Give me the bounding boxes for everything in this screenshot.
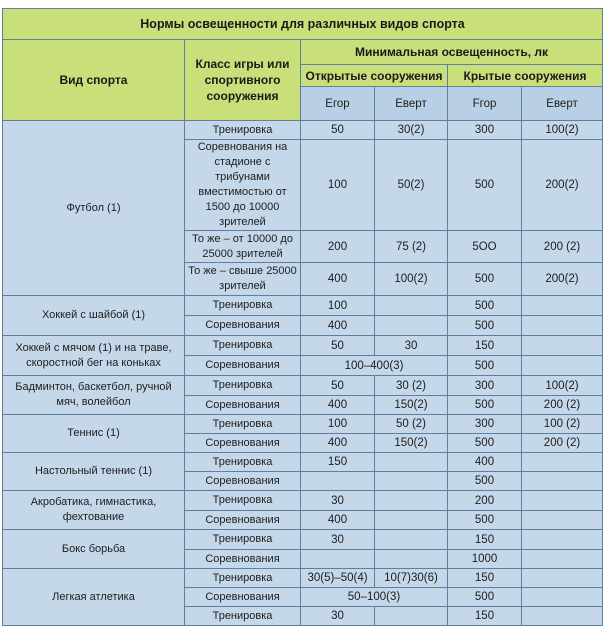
value-cell: 50(2) xyxy=(375,140,448,231)
value-cell: 400 xyxy=(301,316,375,336)
value-cell: 500 xyxy=(448,434,522,453)
value-cell: 300 xyxy=(448,376,522,396)
class-cell: То же – свыше 25000 зрителей xyxy=(185,263,301,296)
value-cell: 500 xyxy=(448,263,522,296)
value-cell: 30 xyxy=(301,491,375,511)
value-cell: 200 xyxy=(301,231,375,263)
class-cell: Тренировка xyxy=(185,336,301,356)
header-sport: Вид спорта xyxy=(3,40,185,121)
class-cell: Тренировка xyxy=(185,491,301,511)
class-cell: Соревнования xyxy=(185,588,301,607)
sport-cell: Бадминтон, баскетбол, ручной мяч, волейбол xyxy=(3,376,185,415)
value-cell: 500 xyxy=(448,511,522,530)
value-cell: 300 xyxy=(448,415,522,434)
class-cell: Тренировка xyxy=(185,530,301,550)
class-cell: Соревнования xyxy=(185,396,301,415)
value-cell: 50–100(3) xyxy=(301,588,448,607)
value-cell xyxy=(375,491,448,511)
value-cell: 50 xyxy=(301,376,375,396)
value-cell xyxy=(522,356,603,376)
class-cell: Соревнования xyxy=(185,550,301,569)
value-cell: 500 xyxy=(448,356,522,376)
value-cell: 500 xyxy=(448,316,522,336)
value-cell: 200(2) xyxy=(522,263,603,296)
header-indoor-horizontal: Fгор xyxy=(448,87,522,121)
sport-cell: Бокс борьба xyxy=(3,530,185,569)
sport-cell: Акробатика, гимнастика, фехтование xyxy=(3,491,185,530)
value-cell xyxy=(375,530,448,550)
value-cell: 100 (2) xyxy=(522,415,603,434)
value-cell: 150(2) xyxy=(375,434,448,453)
class-cell: Тренировка xyxy=(185,121,301,140)
value-cell xyxy=(375,316,448,336)
header-open-vertical: Еверт xyxy=(375,87,448,121)
header-class: Класс игры или спортивного сооружения xyxy=(185,40,301,121)
value-cell: 150 xyxy=(448,607,522,626)
value-cell: 150 xyxy=(448,569,522,588)
value-cell xyxy=(375,607,448,626)
value-cell: 300 xyxy=(448,121,522,140)
value-cell: 1000 xyxy=(448,550,522,569)
value-cell xyxy=(522,453,603,472)
value-cell xyxy=(522,588,603,607)
value-cell: 50 xyxy=(301,121,375,140)
value-cell xyxy=(301,550,375,569)
value-cell xyxy=(522,607,603,626)
class-cell: Тренировка xyxy=(185,296,301,316)
value-cell xyxy=(522,316,603,336)
lighting-norms-table xyxy=(2,8,603,626)
value-cell: 400 xyxy=(301,434,375,453)
value-cell: 100(2) xyxy=(375,263,448,296)
value-cell: 75 (2) xyxy=(375,231,448,263)
value-cell: 100(2) xyxy=(522,121,603,140)
value-cell: 150 xyxy=(301,453,375,472)
value-cell: 5OO xyxy=(448,231,522,263)
class-cell: Соревнования xyxy=(185,356,301,376)
value-cell: 400 xyxy=(301,263,375,296)
sport-cell: Легкая атлетика xyxy=(3,569,185,626)
class-cell: Тренировка xyxy=(185,569,301,588)
value-cell xyxy=(522,511,603,530)
class-cell: Соревнования xyxy=(185,434,301,453)
value-cell: 200 (2) xyxy=(522,231,603,263)
class-cell: Соревнования xyxy=(185,472,301,491)
value-cell xyxy=(375,296,448,316)
value-cell xyxy=(301,472,375,491)
value-cell xyxy=(522,336,603,356)
value-cell xyxy=(522,491,603,511)
sport-cell: Хоккей с шайбой (1) xyxy=(3,296,185,336)
value-cell: 200 (2) xyxy=(522,396,603,415)
value-cell: 400 xyxy=(448,453,522,472)
value-cell: 400 xyxy=(301,511,375,530)
table-title: Нормы освещенности для различных видов спорта xyxy=(3,9,603,40)
value-cell xyxy=(522,550,603,569)
class-cell: Тренировка xyxy=(185,607,301,626)
value-cell: 100–400(3) xyxy=(301,356,448,376)
value-cell: 200 xyxy=(448,491,522,511)
value-cell: 100 xyxy=(301,296,375,316)
value-cell xyxy=(522,472,603,491)
value-cell xyxy=(522,296,603,316)
value-cell: 400 xyxy=(301,396,375,415)
class-cell: Тренировка xyxy=(185,453,301,472)
class-cell: Соревнования xyxy=(185,511,301,530)
value-cell: 30(5)–50(4) xyxy=(301,569,375,588)
value-cell xyxy=(375,453,448,472)
value-cell xyxy=(375,511,448,530)
value-cell xyxy=(375,472,448,491)
lighting-norms-table-container xyxy=(2,8,602,622)
value-cell: 30 (2) xyxy=(375,376,448,396)
value-cell xyxy=(375,550,448,569)
value-cell: 30 xyxy=(301,530,375,550)
sport-cell: Хоккей с мячом (1) и на траве, скоростной бег на коньках xyxy=(3,336,185,376)
class-cell: То же – от 10000 до 25000 зрителей xyxy=(185,231,301,263)
class-cell: Соревнования xyxy=(185,316,301,336)
value-cell: 100 xyxy=(301,140,375,231)
value-cell: 50 xyxy=(301,336,375,356)
header-indoor-vertical: Еверт xyxy=(522,87,603,121)
value-cell: 500 xyxy=(448,396,522,415)
value-cell: 30(2) xyxy=(375,121,448,140)
header-open-facilities: Открытые сооружения xyxy=(301,65,448,87)
value-cell: 50 (2) xyxy=(375,415,448,434)
header-min-illuminance: Минимальная освещенность, лк xyxy=(301,40,603,65)
value-cell: 10(7)30(6) xyxy=(375,569,448,588)
value-cell: 500 xyxy=(448,472,522,491)
value-cell: 30 xyxy=(375,336,448,356)
class-cell: Тренировка xyxy=(185,415,301,434)
value-cell: 150(2) xyxy=(375,396,448,415)
value-cell xyxy=(522,530,603,550)
value-cell: 150 xyxy=(448,530,522,550)
value-cell: 100(2) xyxy=(522,376,603,396)
sport-cell: Теннис (1) xyxy=(3,415,185,453)
value-cell: 500 xyxy=(448,140,522,231)
class-cell: Соревнования на стадионе с трибунами вместимостью от 1500 до 10000 зрителей xyxy=(185,140,301,231)
value-cell: 100 xyxy=(301,415,375,434)
sport-cell: Футбол (1) xyxy=(3,121,185,296)
value-cell: 200 (2) xyxy=(522,434,603,453)
value-cell: 500 xyxy=(448,588,522,607)
value-cell: 30 xyxy=(301,607,375,626)
value-cell: 500 xyxy=(448,296,522,316)
header-indoor-facilities: Крытые сооружения xyxy=(448,65,603,87)
class-cell: Тренировка xyxy=(185,376,301,396)
header-open-horizontal: Егор xyxy=(301,87,375,121)
value-cell: 150 xyxy=(448,336,522,356)
value-cell xyxy=(522,569,603,588)
sport-cell: Настольный теннис (1) xyxy=(3,453,185,491)
value-cell: 200(2) xyxy=(522,140,603,231)
